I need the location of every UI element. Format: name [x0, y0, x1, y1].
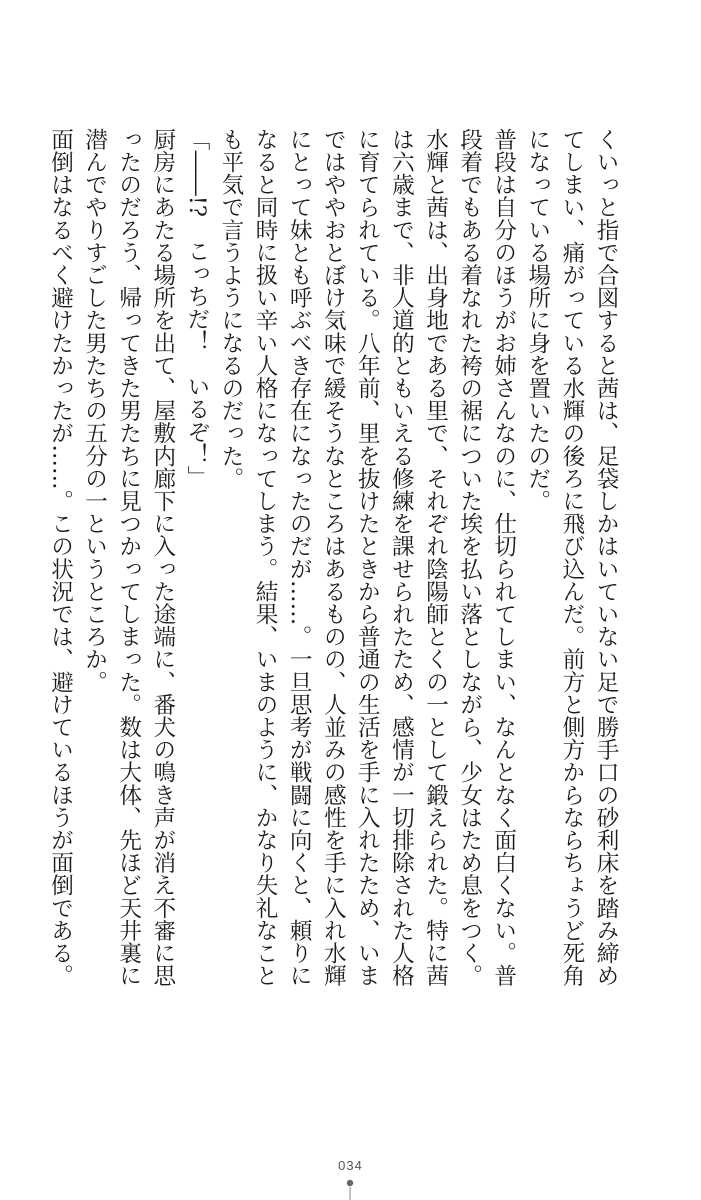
vertical-text-body [43, 128, 623, 1008]
dialogue-line: 「――!? こっちだ！ いるぞ！」 [183, 128, 210, 489]
paragraph-2: 普段は自分のほうがお姉さんなのに、仕切られてしまい、なんとなく面白くない。普段着でもある着なれた袴の裾についた埃を払い落としながら、少女はため息をつく。 [456, 128, 517, 987]
page-marker-icon [344, 1178, 356, 1200]
paragraph-6: 面倒はなるべく避けたかったが……。この状況では、避けているほうが面倒である。 [47, 128, 74, 987]
paragraph-5: 厨房にあたる場所を出て、屋敷内廊下に入った途端に、番犬の鳴き声が消え不審に思ったのだろう、帰ってきた男たちに見つかってしまった。数は大体、先ほど天井裏に潜んでやりすごした男たちの五分の一というところか。 [81, 128, 176, 987]
paragraph-1: くいっと指で合図すると茜は、足袋しかはいていない足で勝手口の砂利床を踏み締めてしまい、痛がっている水輝の後ろに飛び込んだ。前方と側方からならちょうど死角になっている場所に身を置いたのだ。 [524, 128, 619, 987]
paragraph-3: 水輝と茜は、出身地である里で、それぞれ陰陽師とくの一として鍛えられた。特に茜は六歳まで、非人道的ともいえる修練を課せられたため、感情が一切排除された人格に育てられている。八年前、里を抜けたときから普通の生活を手に入れたため、いまではややおとぼけ気味で緩そうなところはあるものの、人並みの感性を手に入れ水輝にとって妹とも呼ぶべき存在になったのだが……。一旦思考が戦闘に向くと、頼りになると同時に扱い辛い人格になってしまう。結果、いまのように、かなり失礼なことも平気で言うようになるのだった。 [217, 128, 449, 987]
page-number: 034 [338, 1158, 363, 1173]
